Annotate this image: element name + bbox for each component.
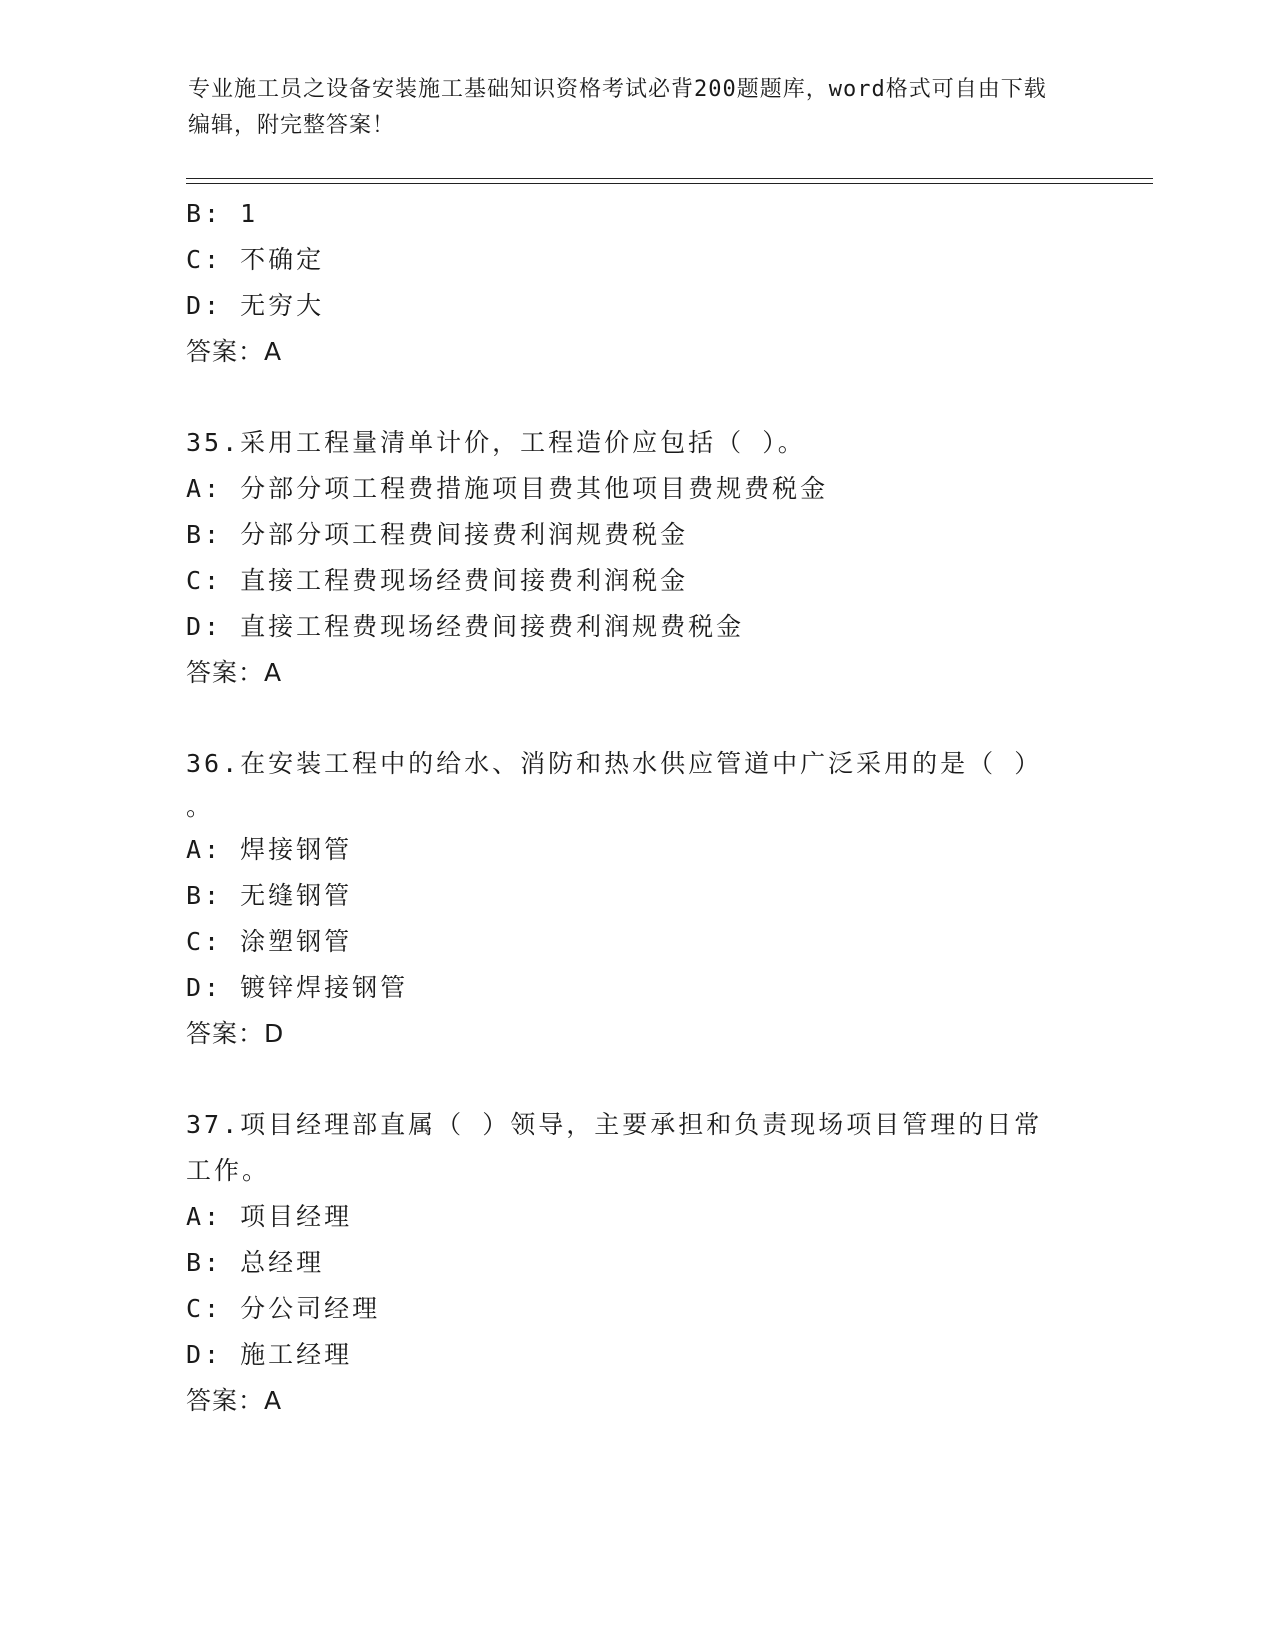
option-d: D: 无穷大	[186, 291, 325, 320]
option-d: D: 镀锌焊接钢管	[186, 973, 409, 1002]
option-a: A: 项目经理	[186, 1202, 353, 1231]
header-text: 专业施工员之设备安装施工基础知识资格考试必背200题题库，word格式可自由下载编辑，附完整答案！	[188, 77, 1047, 138]
question-title: 37.项目经理部直属（ ）领导，主要承担和负责现场项目管理的日常	[186, 1110, 1043, 1139]
option-c: C: 涂塑钢管	[186, 927, 353, 956]
question-block-36	[186, 741, 1086, 1057]
answer-line: 答案：A	[186, 658, 283, 687]
option-b: B: 总经理	[186, 1248, 325, 1277]
option-b: B: 分部分项工程费间接费利润规费税金	[186, 520, 689, 549]
question-block-35	[186, 420, 1086, 696]
option-a: A: 分部分项工程费措施项目费其他项目费规费税金	[186, 474, 829, 503]
option-a: A: 焊接钢管	[186, 835, 353, 864]
question-title: 35.采用工程量清单计价，工程造价应包括（ ）。	[186, 428, 806, 457]
question-title: 36.在安装工程中的给水、消防和热水供应管道中广泛采用的是（ ）	[186, 749, 1043, 778]
option-d: D: 直接工程费现场经费间接费利润规费税金	[186, 612, 745, 641]
question-block-34	[186, 191, 1086, 375]
option-c: C: 分公司经理	[186, 1294, 381, 1323]
question-list	[186, 191, 1086, 1469]
option-b: B: 1	[186, 199, 259, 228]
header-divider-bottom	[186, 183, 1153, 184]
document-header	[188, 72, 1068, 144]
question-title-continued: 工作。	[186, 1156, 271, 1185]
question-title-continued: 。	[186, 792, 215, 821]
option-b: B: 无缝钢管	[186, 881, 353, 910]
answer-line: 答案：A	[186, 1386, 283, 1415]
option-c: C: 不确定	[186, 245, 325, 274]
header-divider-top	[186, 178, 1153, 179]
answer-line: 答案：A	[186, 337, 283, 366]
answer-line: 答案：D	[186, 1019, 285, 1048]
question-block-37	[186, 1102, 1086, 1424]
option-d: D: 施工经理	[186, 1340, 353, 1369]
option-c: C: 直接工程费现场经费间接费利润税金	[186, 566, 689, 595]
